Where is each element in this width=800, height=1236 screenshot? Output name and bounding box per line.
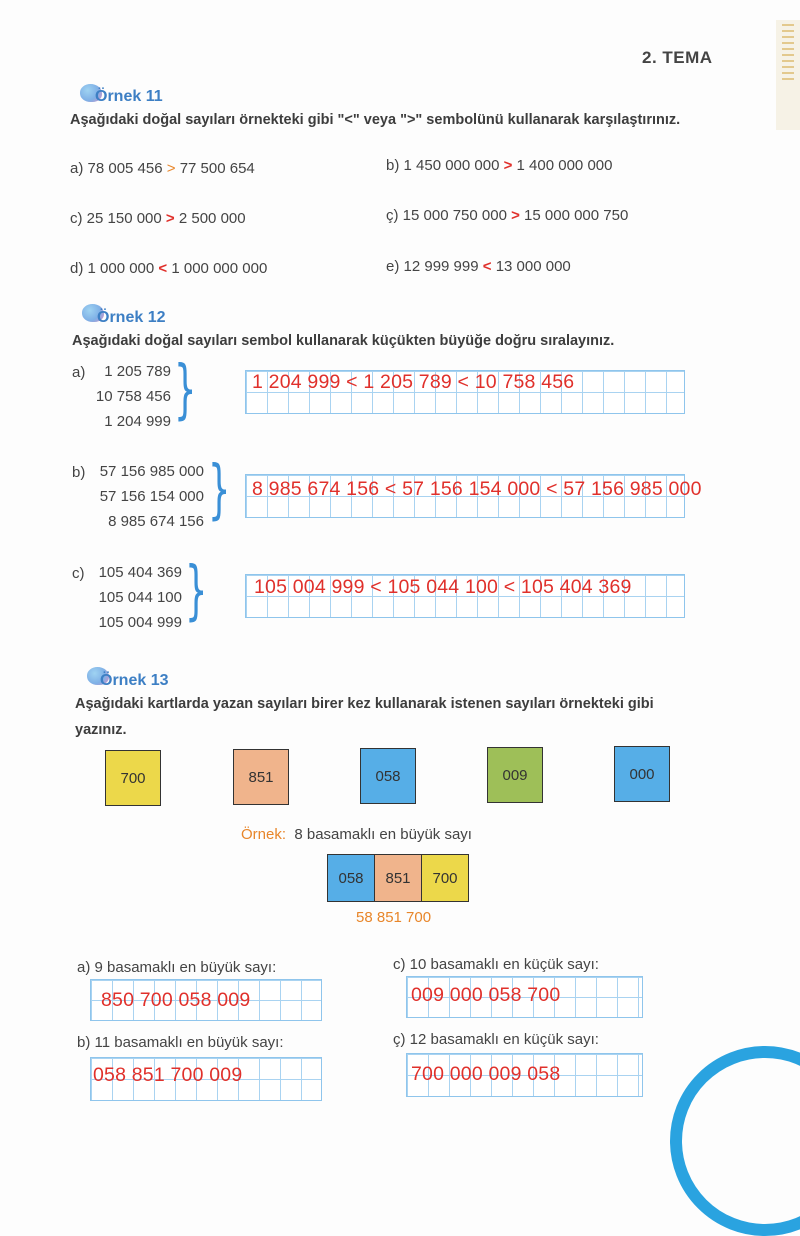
number-card: 058 [328,855,375,901]
question-c-cedilla: ç) 12 basamaklı en küçük sayı: [393,1031,599,1048]
group-b-brace: } [208,453,231,527]
ornek-13-instruction-2: yazınız. [75,722,127,738]
compare-symbol: < [482,258,492,275]
compare-symbol: > [503,157,513,174]
compare-symbol: > [165,210,175,227]
question-a: a) 9 basamaklı en büyük sayı: [77,959,277,976]
question-b: b) 11 basamaklı en büyük sayı: [77,1034,284,1051]
compare-item-d: d) 1 000 000 < 1 000 000 000 [70,260,268,277]
ornek-13-title: Örnek 13 [100,672,169,689]
number-card: 058 [360,748,416,804]
example-label: Örnek: [241,826,287,843]
question-b-answer: 058 851 700 009 [93,1064,243,1086]
compare-item-e: e) 12 999 999 < 13 000 000 [386,258,571,275]
group-c-numbers: 105 404 369 105 044 100 105 004 999 [98,564,182,631]
ornek-11-instruction: Aşağıdaki doğal sayıları örnekteki gibi "<" veya ">" sembolünü kullanarak karşılaştırınız. [70,112,681,128]
compare-item-a: a) 78 005 456 > 77 500 654 [70,160,255,177]
number-card: 851 [233,749,289,805]
question-a-answer: 850 700 058 009 [101,989,251,1011]
compare-symbol: < [158,260,168,277]
ornek-12-instruction: Aşağıdaki doğal sayıları sembol kullanarak küçükten büyüğe doğru sıralayınız. [72,333,615,349]
compare-symbol: > [166,160,176,177]
group-c-brace: } [185,554,208,628]
group-a-letter: a) [72,364,86,381]
example-line: Örnek: 8 basamaklı en büyük sayı [241,826,472,843]
group-c-answer: 105 004 999 < 105 044 100 < 105 404 369 [254,576,632,598]
compare-item-c-cedilla: ç) 15 000 750 000 > 15 000 000 750 [386,207,629,224]
question-c-answer: 009 000 058 700 [411,984,561,1006]
compare-item-c: c) 25 150 000 > 2 500 000 [70,210,246,227]
page-edge-decoration [776,20,800,130]
ornek-13-instruction: Aşağıdaki kartlarda yazan sayıları birer kez kullanarak istenen sayıları örnekteki gibi [75,696,654,712]
group-c-letter: c) [72,565,85,582]
group-a-brace: } [174,353,197,427]
number-card: 000 [614,746,670,802]
compare-item-b: b) 1 450 000 000 > 1 400 000 000 [386,157,613,174]
group-a-numbers: 1 205 789 10 758 456 1 204 999 [95,363,171,430]
number-card: 700 [422,855,468,901]
group-a-answer: 1 204 999 < 1 205 789 < 10 758 456 [252,371,575,393]
group-b-numbers: 57 156 985 000 57 156 154 000 8 985 674 156 [99,463,204,530]
number-card: 009 [487,747,543,803]
group-b-letter: b) [72,464,86,481]
compare-symbol: > [511,207,520,224]
number-card: 700 [105,750,161,806]
example-result: 58 851 700 [356,909,432,926]
group-b-answer: 8 985 674 156 < 57 156 154 000 < 57 156 985 000 [252,478,702,500]
ornek-12-title: Örnek 12 [97,309,166,326]
question-c-cedilla-answer: 700 000 009 058 [411,1063,561,1085]
corner-arc-decoration [670,1046,800,1236]
question-c: c) 10 basamaklı en küçük sayı: [393,956,599,973]
example-card-combination [327,854,469,902]
theme-header: 2. TEMA [642,48,713,67]
ornek-11-title: Örnek 11 [95,88,163,105]
number-card: 851 [375,855,422,901]
